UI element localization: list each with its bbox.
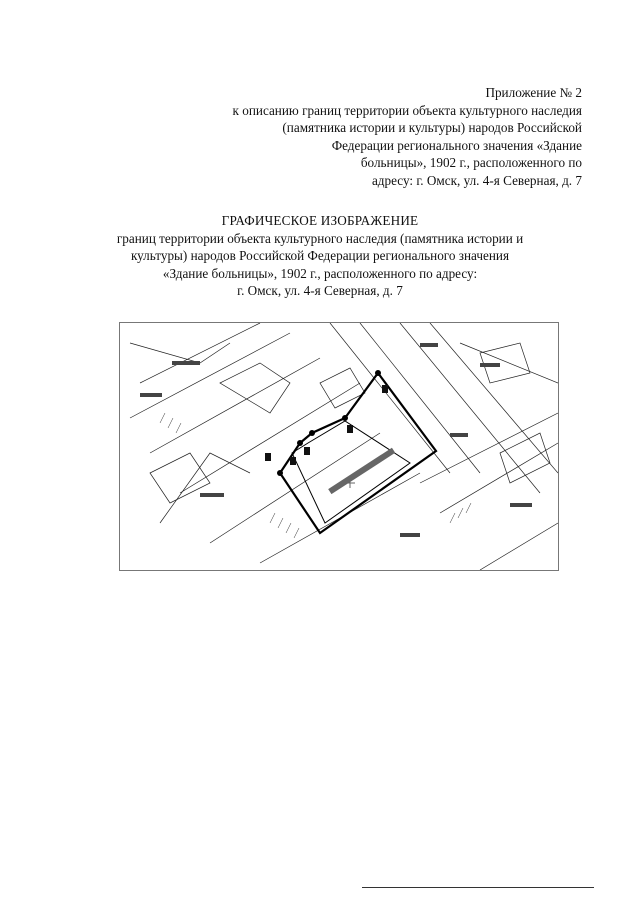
map-text-placeholder <box>172 361 200 365</box>
map-hatch <box>450 503 471 523</box>
appendix-line: Приложение № 2 <box>485 85 582 100</box>
title-line: г. Омск, ул. 4-я Северная, д. 7 <box>237 283 403 298</box>
map-text-placeholder <box>480 363 500 367</box>
map-line <box>480 523 558 570</box>
boundary-point <box>342 415 348 421</box>
appendix-line: к описанию границ территории объекта культурного наследия <box>232 102 582 118</box>
appendix-line: адресу: г. Омск, ул. 4-я Северная, д. 7 <box>371 172 582 188</box>
appendix-line: (памятника истории и культуры) народов Российской <box>282 120 582 135</box>
site-plan-map <box>119 322 559 571</box>
appendix-line: больницы», 1902 г., расположенного по <box>360 155 582 170</box>
point-number-labels <box>265 385 388 465</box>
map-line <box>440 443 558 513</box>
map-line <box>460 343 558 383</box>
point-label-placeholder <box>290 457 296 465</box>
map-line <box>130 343 230 363</box>
appendix-line: Федерации регионального значения «Здание <box>331 137 582 153</box>
boundary-point <box>375 370 381 376</box>
boundary-point <box>277 470 283 476</box>
appendix-header <box>152 84 582 189</box>
map-line <box>180 383 360 493</box>
map-text-placeholder <box>200 493 224 497</box>
map-text-placeholder <box>510 503 532 507</box>
point-label-placeholder <box>382 385 388 393</box>
map-building-outline <box>220 363 290 413</box>
document-title <box>0 212 640 300</box>
map-building-outline <box>500 433 550 483</box>
bottom-rule <box>362 887 594 888</box>
map-text-placeholder <box>140 393 162 397</box>
map-line <box>140 323 260 383</box>
map-hatch <box>270 513 299 538</box>
map-small-text-marks <box>140 343 532 537</box>
map-text-placeholder <box>420 343 438 347</box>
point-label-placeholder <box>304 447 310 455</box>
point-label-placeholder <box>347 425 353 433</box>
parcel-boundary <box>280 373 436 533</box>
map-line <box>160 453 250 523</box>
map-text-placeholder <box>400 533 420 537</box>
map-background-lines <box>130 323 558 570</box>
title-line: границ территории объекта культурного наследия (памятника истории и <box>116 230 524 246</box>
map-line <box>430 323 558 473</box>
map-text-placeholder <box>450 433 468 437</box>
boundary-point <box>309 430 315 436</box>
parcel-outline <box>280 373 436 533</box>
title-heading: ГРАФИЧЕСКОЕ ИЗОБРАЖЕНИЕ <box>221 213 419 228</box>
map-hatch <box>160 413 181 433</box>
boundary-point <box>297 440 303 446</box>
title-line: культуры) народов Российской Федерации регионального значения <box>130 248 510 263</box>
map-line <box>150 358 320 453</box>
title-line: «Здание больницы», 1902 г., расположенного по адресу: <box>162 265 478 281</box>
map-building-outline <box>320 368 365 408</box>
point-label-placeholder <box>265 453 271 461</box>
map-line <box>400 323 540 493</box>
map-line <box>130 333 290 418</box>
